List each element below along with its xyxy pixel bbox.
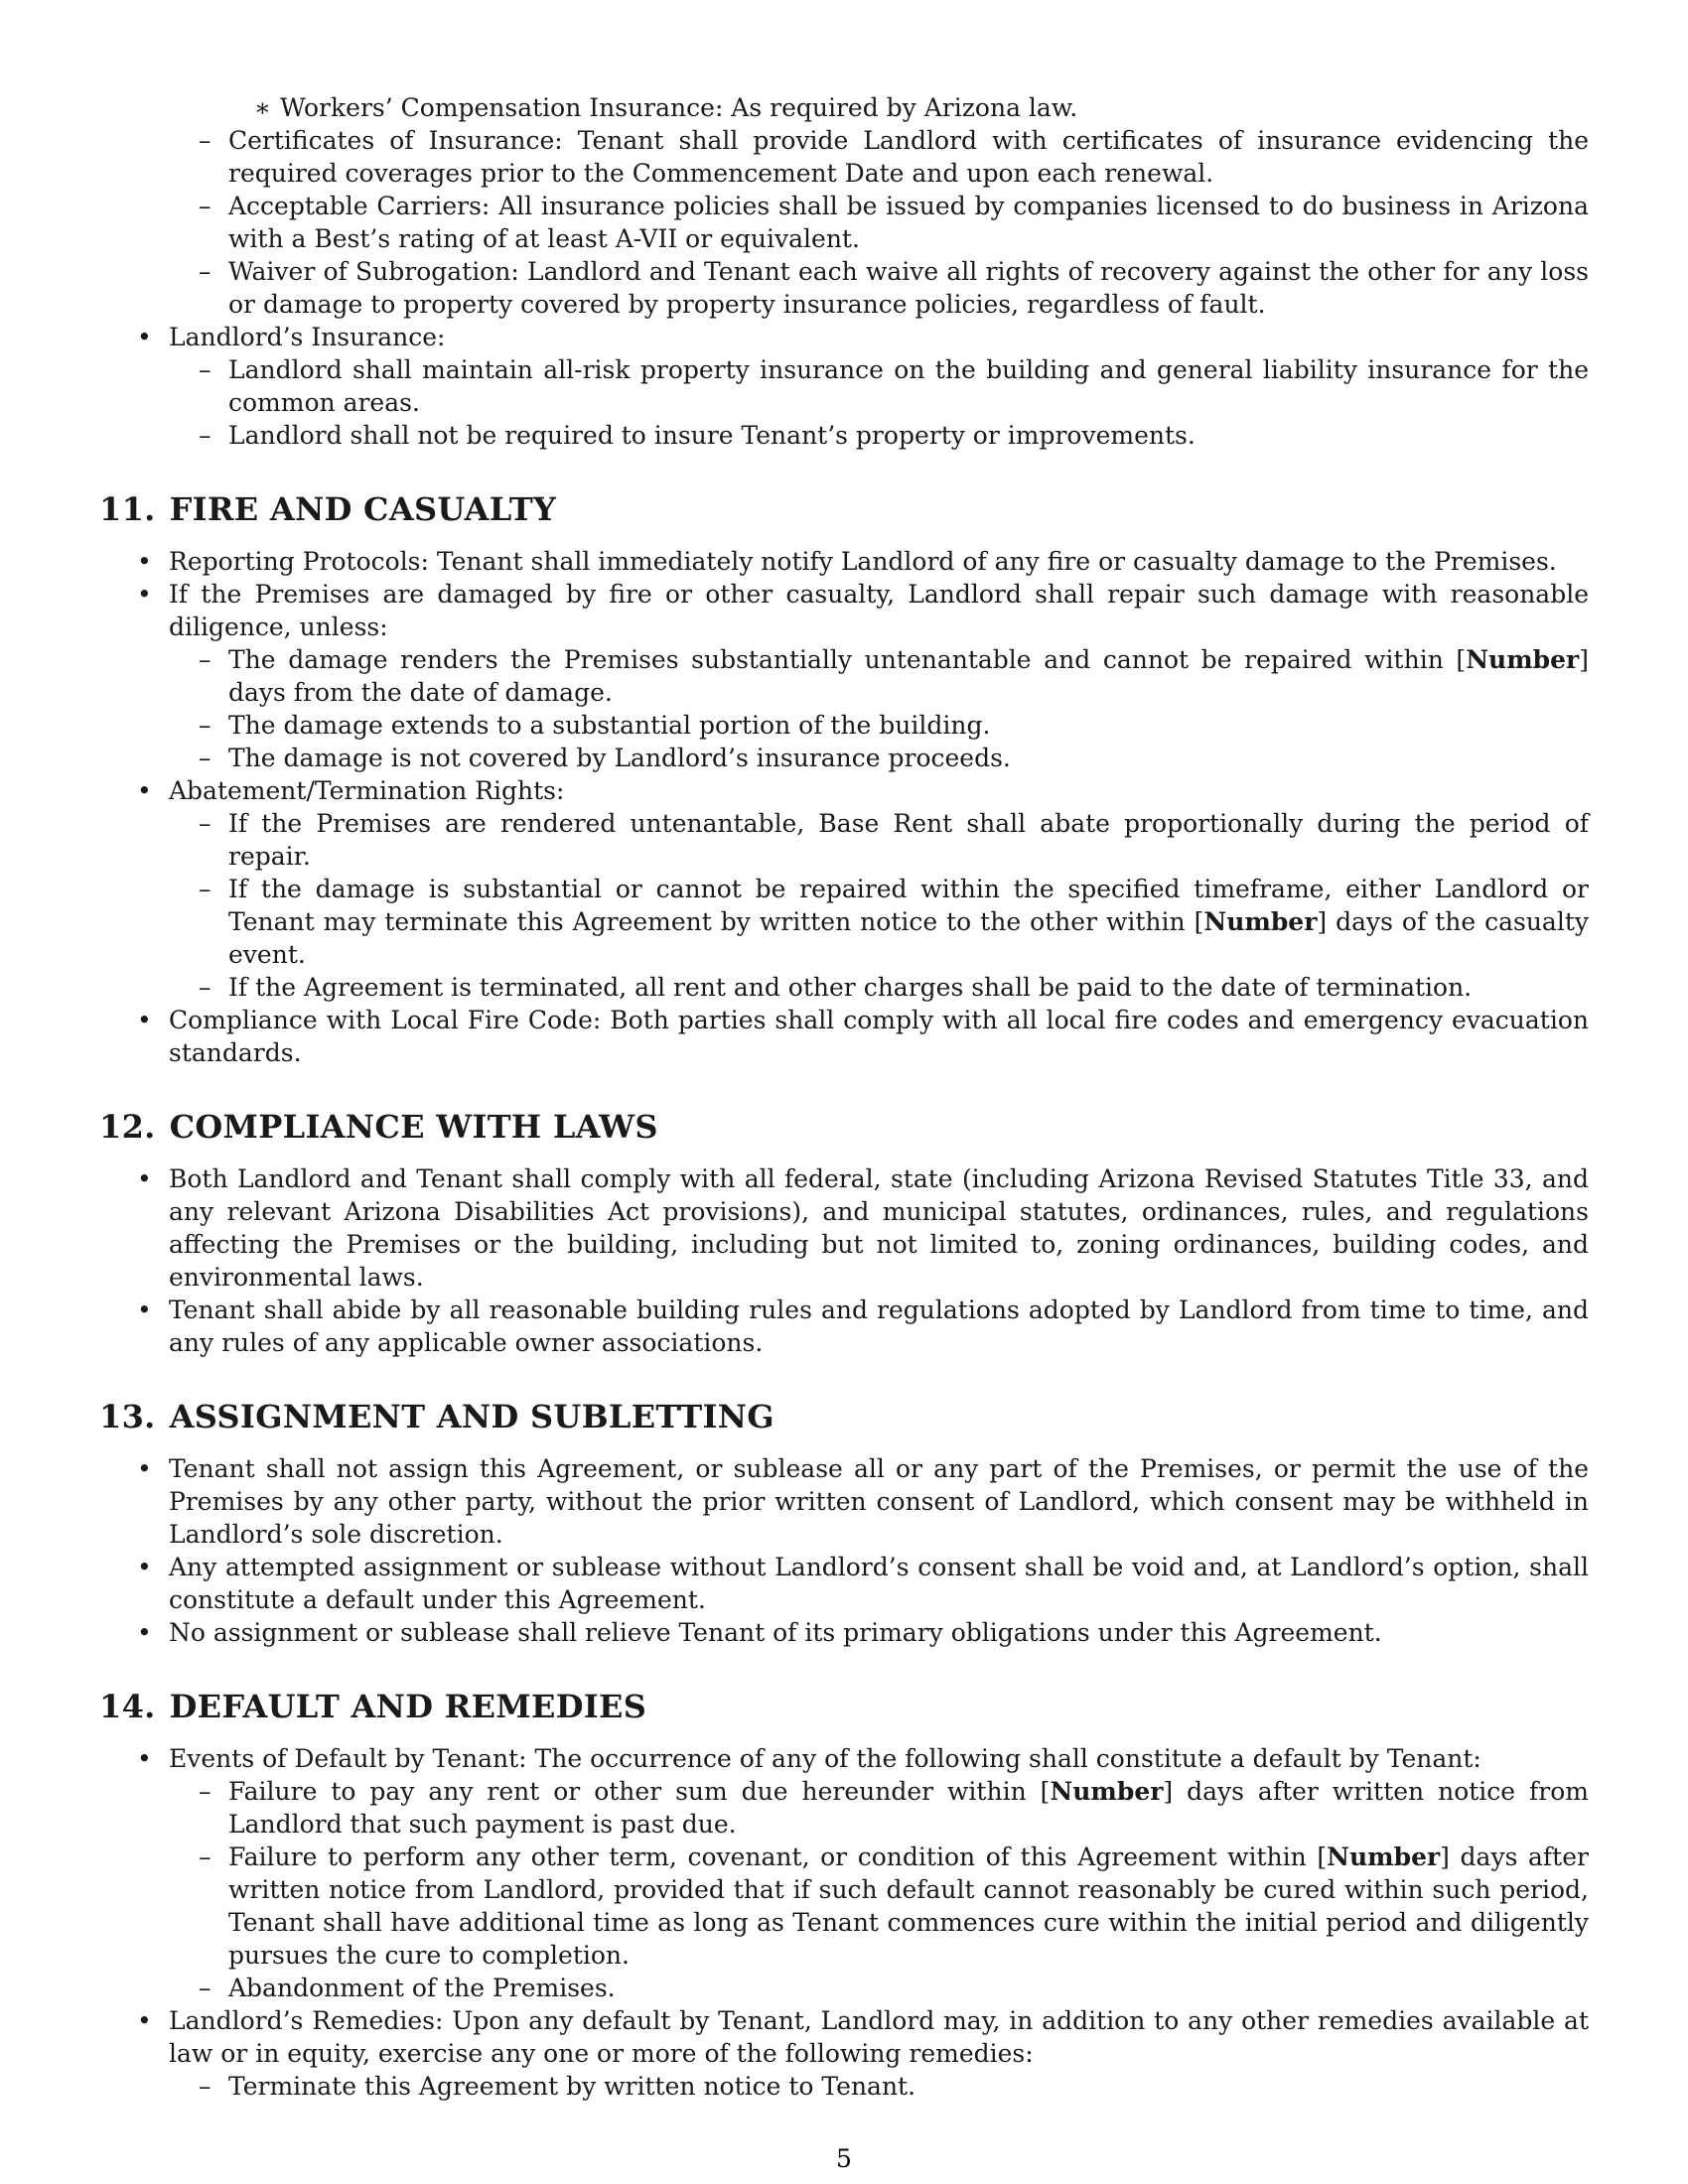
damage-text: The damage renders the Premises substantially untenantable and cannot be repaired within [ — [228, 645, 1467, 674]
section-heading-compliance — [99, 1107, 1589, 1147]
section-title: DEFAULT AND REMEDIES — [169, 1688, 647, 1725]
list-item — [99, 971, 1589, 1004]
event-text: ] days after written notice from Landlord that such payment is past due. — [228, 1777, 1589, 1839]
abatement-text: If the damage is substantial or cannot be repaired within the specified timeframe, either Landlord or Tenant may terminate this Agreement by written notice to the other within [ — [228, 875, 1589, 936]
list-item — [99, 873, 1589, 971]
assignment-text: No assignment or sublease shall relieve Tenant of its primary obligations under this Agreement. — [169, 1618, 1382, 1647]
compliance-text: Tenant shall abide by all reasonable building rules and regulations adopted by Landlord from time to time, and any rules of any applicable owner associations. — [169, 1296, 1589, 1357]
list-item — [99, 255, 1589, 321]
list-item — [99, 1452, 1589, 1551]
subrogation-text: Waiver of Subrogation: Landlord and Tenant each waive all rights of recovery against the other for any loss or damage to property covered by property insurance policies, regardless of fault. — [228, 257, 1589, 319]
dash-marker: – — [199, 809, 211, 838]
remedy-text: Terminate this Agreement by written notice to Tenant. — [228, 2072, 916, 2101]
dash-marker: – — [199, 1843, 211, 1871]
dash-marker: – — [199, 744, 211, 772]
list-item — [99, 321, 1589, 353]
event-text: Failure to pay any rent or other sum due hereunder within [ — [228, 1777, 1051, 1806]
dash-marker: – — [199, 126, 211, 155]
bullet-marker: • — [137, 1618, 152, 1647]
number-placeholder: Number — [1327, 1843, 1441, 1871]
abatement-text: If the Agreement is terminated, all rent and other charges shall be paid to the date of termination. — [228, 973, 1473, 1002]
list-item — [99, 1775, 1589, 1841]
dash-marker: – — [199, 421, 211, 450]
section-title: ASSIGNMENT AND SUBLETTING — [169, 1398, 774, 1435]
damage-text: The damage is not covered by Landlord’s insurance proceeds. — [228, 744, 1011, 772]
dash-marker: – — [199, 192, 211, 220]
number-placeholder: Number — [1466, 645, 1580, 674]
landlord-insurance-heading: Landlord’s Insurance: — [169, 323, 446, 351]
list-item — [99, 774, 1589, 807]
event-text: ] days after written notice from Landlord, provided that if such default cannot reasonably be cured within such period, Tenant shall have additional time as long as Tenant commences cure within the initial period and diligently pursues the cure to completion. — [228, 1843, 1589, 1970]
certificates-text: Certificates of Insurance: Tenant shall provide Landlord with certificates of insurance evidencing the required coverages prior to the Commencement Date and upon each renewal. — [228, 126, 1589, 188]
repair-text: If the Premises are damaged by fire or other casualty, Landlord shall repair such damage with reasonable diligence, unless: — [169, 580, 1589, 641]
dash-marker: – — [199, 711, 211, 740]
section-heading-fire-casualty — [99, 489, 1589, 529]
list-item — [99, 1972, 1589, 2004]
dash-marker: – — [199, 2072, 211, 2101]
list-item — [99, 1742, 1589, 1775]
bullet-marker: • — [137, 1164, 152, 1193]
bullet-marker: • — [137, 323, 152, 351]
bullet-marker: • — [137, 547, 152, 576]
dash-marker: – — [199, 645, 211, 674]
list-item — [99, 1616, 1589, 1649]
assignment-text: Any attempted assignment or sublease without Landlord’s consent shall be void and, at Landlord’s option, shall constitute a default under this Agreement. — [169, 1553, 1589, 1614]
dash-marker: – — [199, 875, 211, 903]
list-item — [99, 578, 1589, 643]
bullet-marker: • — [137, 776, 152, 805]
dash-marker: – — [199, 1777, 211, 1806]
section-number: 13. — [99, 1398, 156, 1435]
list-item — [99, 1841, 1589, 1972]
list-item — [99, 124, 1589, 190]
list-item — [99, 643, 1589, 709]
event-text: Failure to perform any other term, covenant, or condition of this Agreement within [ — [228, 1843, 1328, 1871]
carriers-text: Acceptable Carriers: All insurance policies shall be issued by companies licensed to do business in Arizona with a Best’s rating of at least A-VII or equivalent. — [228, 192, 1589, 253]
remedies-text: Landlord’s Remedies: Upon any default by Tenant, Landlord may, in addition to any other remedies available at law or in equity, exercise any one or more of the following remedies: — [169, 2006, 1589, 2068]
bullet-marker: • — [137, 2006, 152, 2035]
section-number: 12. — [99, 1108, 156, 1146]
workers-comp-text: Workers’ Compensation Insurance: As required by Arizona law. — [280, 93, 1078, 122]
reporting-text: Reporting Protocols: Tenant shall immediately notify Landlord of any fire or casualty damage to the Premises. — [169, 547, 1557, 576]
bullet-marker: • — [137, 1744, 152, 1773]
event-text: Abandonment of the Premises. — [228, 1974, 616, 2002]
fire-code-text: Compliance with Local Fire Code: Both parties shall comply with all local fire codes and emergency evacuation standards. — [169, 1006, 1589, 1067]
bullet-marker: • — [137, 1006, 152, 1034]
list-item — [99, 353, 1589, 419]
list-item — [99, 2004, 1589, 2070]
bullet-marker: • — [137, 1553, 152, 1581]
star-marker: ∗ — [254, 93, 271, 122]
document-page — [99, 91, 1589, 2103]
abatement-text: ] days of the casualty event. — [228, 907, 1590, 969]
list-item — [99, 91, 1589, 124]
dash-marker: – — [199, 355, 211, 384]
dash-marker: – — [199, 257, 211, 286]
bullet-marker: • — [137, 1296, 152, 1324]
number-placeholder: Number — [1203, 907, 1318, 936]
section-number: 11. — [99, 490, 156, 528]
damage-text: ] days from the date of damage. — [228, 645, 1589, 707]
list-item — [99, 2070, 1589, 2103]
dash-marker: – — [199, 973, 211, 1002]
damage-text: The damage extends to a substantial portion of the building. — [228, 711, 991, 740]
landlord-insurance-item: Landlord shall maintain all-risk property insurance on the building and general liability insurance for the common areas. — [228, 355, 1589, 417]
list-item — [99, 190, 1589, 255]
abatement-text: If the Premises are rendered untenantable, Base Rent shall abate proportionally during the period of repair. — [228, 809, 1589, 871]
list-item — [99, 709, 1589, 742]
assignment-text: Tenant shall not assign this Agreement, or sublease all or any part of the Premises, or permit the use of the Premises by any other party, without the prior written consent of Landlord, which consent may be withheld in Landlord’s sole discretion. — [169, 1454, 1589, 1549]
dash-marker: – — [199, 1974, 211, 2002]
section-title: FIRE AND CASUALTY — [169, 490, 557, 528]
list-item — [99, 545, 1589, 578]
section-heading-default — [99, 1687, 1589, 1726]
section-title: COMPLIANCE WITH LAWS — [169, 1108, 658, 1146]
list-item — [99, 1004, 1589, 1069]
section-heading-assignment — [99, 1397, 1589, 1436]
list-item — [99, 742, 1589, 774]
bullet-marker: • — [137, 580, 152, 609]
events-text: Events of Default by Tenant: The occurrence of any of the following shall constitute a default by Tenant: — [169, 1744, 1481, 1773]
compliance-text: Both Landlord and Tenant shall comply with all federal, state (including Arizona Revised Statutes Title 33, and any relevant Arizona Disabilities Act provisions), and municipal statutes, ordinances, rules, and regulations affecting the Premises or the building, including but not limited to, zoning ordinances, building codes, and environmental laws. — [169, 1164, 1589, 1292]
abatement-heading: Abatement/Termination Rights: — [169, 776, 565, 805]
list-item — [99, 419, 1589, 452]
list-item — [99, 1551, 1589, 1616]
section-number: 14. — [99, 1688, 156, 1725]
list-item — [99, 1162, 1589, 1294]
bullet-marker: • — [137, 1454, 152, 1483]
number-placeholder: Number — [1050, 1777, 1164, 1806]
list-item — [99, 1294, 1589, 1359]
page-number: 5 — [836, 2144, 852, 2173]
list-item — [99, 807, 1589, 873]
landlord-insurance-item: Landlord shall not be required to insure Tenant’s property or improvements. — [228, 421, 1196, 450]
